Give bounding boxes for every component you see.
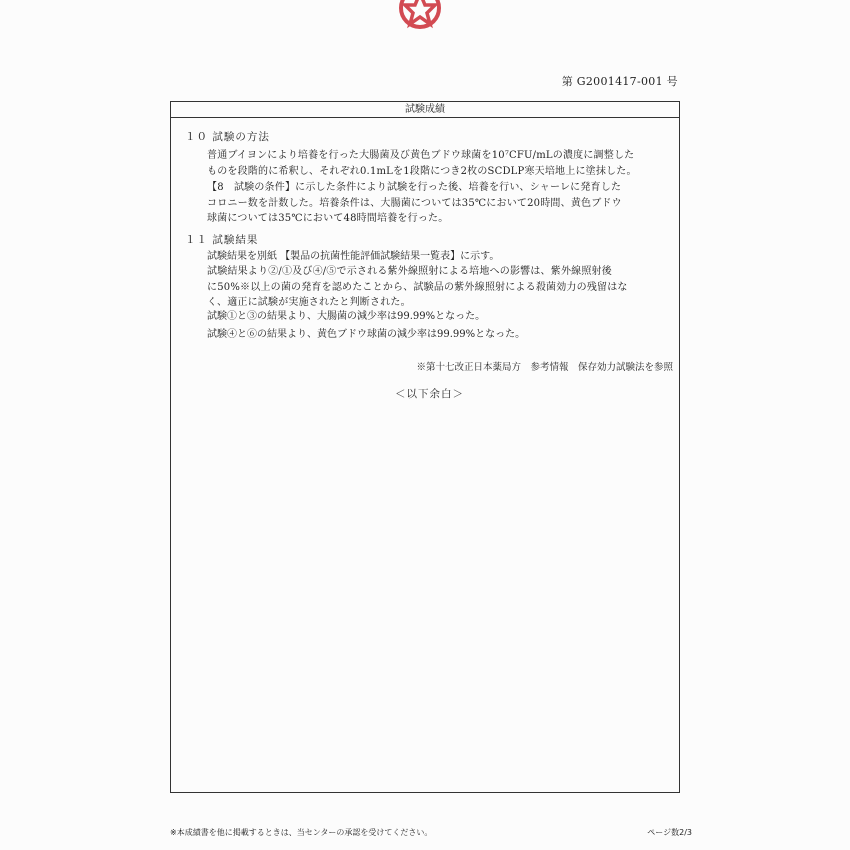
seal-emblem-icon	[398, 0, 442, 30]
section-11-line-3: 試験④と⑥の結果より、黄色ブドウ球菌の減少率は99.99%となった。	[207, 329, 526, 340]
document-number: 第 G2001417-001 号	[561, 75, 678, 88]
section-10-paragraph-1: 普通ブイヨンにより培養を行った大腸菌及び黄色ブドウ球菌を10⁷CFU/mLの濃度に調整した ものを段階的に希釈し、それぞれ0.1mLを1段階につき2枚のSCDLP寒天培地上に塗抹した。	[207, 150, 637, 177]
page-number: ページ数2/3	[647, 828, 692, 837]
footer-note: ※本成績書を他に掲載するときは、当センターの承認を受けてください。	[170, 828, 433, 837]
section-11-heading: １１ 試験結果	[185, 234, 259, 246]
section-11-line-2: 試験①と③の結果より、大腸菌の減少率は99.99%となった。	[207, 311, 486, 322]
frame-title: 試験成績	[171, 102, 679, 118]
section-11-paragraph: 試験結果より②/①及び④/⑤で示される紫外線照射による培地への影響は、紫外線照射後 に50%※以上の菌の発育を認めたことから、試験品の紫外線照射による殺菌効力の残留はな く、適正に試験が実施されたと判断された。	[207, 266, 628, 308]
reference-note: ※第十七改正日本薬局方 参考情報 保存効力試験法を参照	[416, 362, 673, 373]
results-frame	[170, 101, 680, 793]
section-10-heading: １０ 試験の方法	[185, 131, 270, 143]
section-10-paragraph-2: 【8 試験の条件】に示した条件により試験を行った後、培養を行い、シャーレに発育した コロニー数を計数した。培養条件は、大腸菌については35℃において20時間、黄色ブドウ 球菌については35℃において48時間培養を行った。	[207, 182, 622, 224]
section-11-line-1: 試験結果を別紙 【製品の抗菌性能評価試験結果一覧表】に示す。	[207, 251, 500, 262]
end-mark: ＜以下余白＞	[395, 388, 464, 400]
